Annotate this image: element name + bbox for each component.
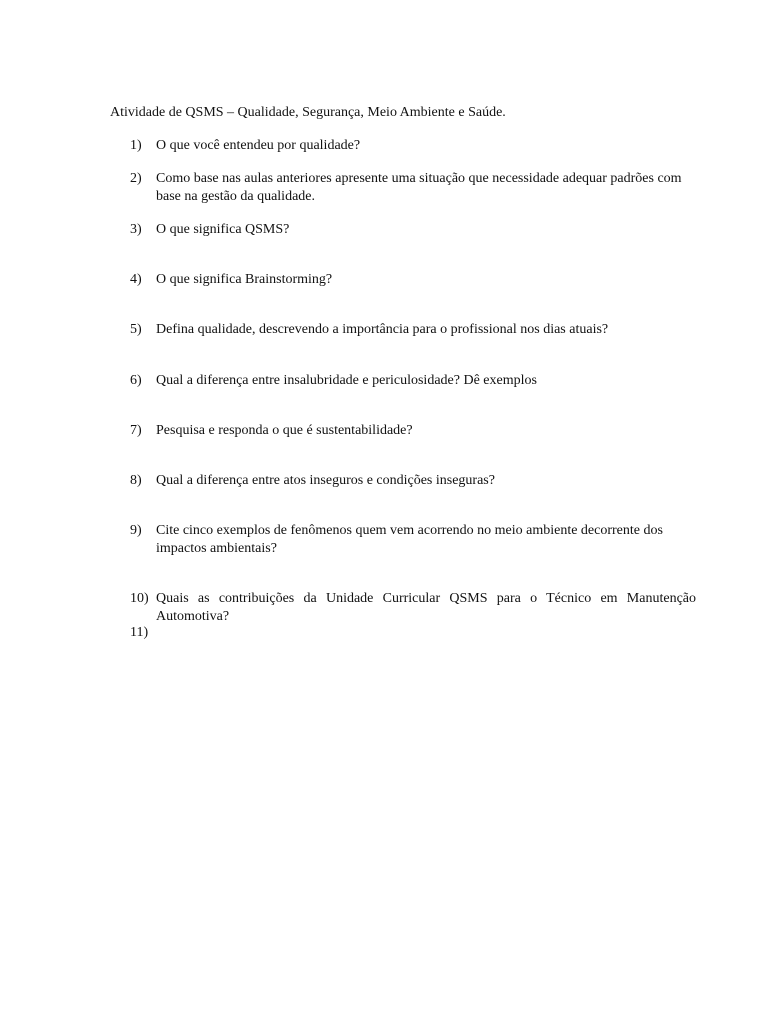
question-number: 9) <box>130 523 142 538</box>
question-number: 1) <box>130 138 142 153</box>
question-item <box>130 271 696 289</box>
question-number: 3) <box>130 222 142 237</box>
question-text: Como base nas aulas anteriores apresente uma situação que necessidade adequar padrões com base na gestão da qualidade. <box>156 171 682 204</box>
question-text: Qual a diferença entre atos inseguros e condições inseguras? <box>156 473 495 488</box>
question-text: O que significa Brainstorming? <box>156 272 333 287</box>
question-text: Quais as contribuições da Unidade Curricular QSMS para o Técnico em Manutenção Automotiva? <box>156 591 696 624</box>
question-text: Cite cinco exemplos de fenômenos quem vem acorrendo no meio ambiente decorrente dos impactos ambientais? <box>156 523 663 556</box>
question-text: O que você entendeu por qualidade? <box>156 138 361 153</box>
question-text: Defina qualidade, descrevendo a importância para o profissional nos dias atuais? <box>156 322 609 337</box>
question-number: 7) <box>130 423 142 438</box>
question-number: 10) <box>130 591 149 606</box>
question-item <box>130 422 696 440</box>
question-item <box>130 137 696 155</box>
question-item <box>130 590 696 626</box>
question-number: 6) <box>130 373 142 388</box>
question-text: O que significa QSMS? <box>156 222 290 237</box>
question-number: 2) <box>130 171 142 186</box>
question-item <box>130 522 696 558</box>
question-text: Qual a diferença entre insalubridade e periculosidade? Dê exemplos <box>156 373 537 388</box>
question-number: 8) <box>130 473 142 488</box>
question-text: Pesquisa e responda o que é sustentabilidade? <box>156 423 413 438</box>
question-number: 5) <box>130 322 142 337</box>
question-number: 11) <box>130 625 149 640</box>
question-number: 4) <box>130 272 142 287</box>
document-title: Atividade de QSMS – Qualidade, Segurança, Meio Ambiente e Saúde. <box>110 105 506 120</box>
question-item <box>130 372 696 390</box>
question-item <box>130 472 696 490</box>
question-item <box>130 321 696 339</box>
question-item <box>130 221 696 239</box>
question-item <box>130 170 696 206</box>
